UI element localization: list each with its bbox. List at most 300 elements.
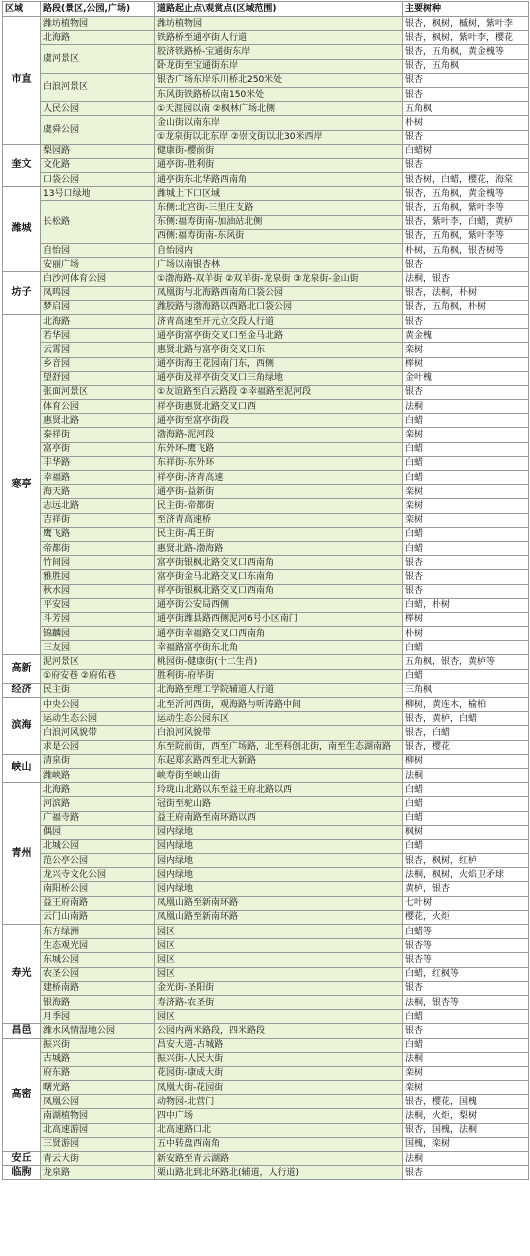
table-row: [3, 1152, 529, 1166]
table-row: [3, 286, 529, 300]
road-section-cell: 雅胜园: [41, 570, 155, 584]
region-cell: 市直: [3, 17, 41, 145]
table-row: [3, 584, 529, 598]
road-section-cell: 斗芳园: [41, 612, 155, 626]
road-section-cell: 东方绿洲: [41, 925, 155, 939]
road-section-cell: 白沙河体育公园: [41, 272, 155, 286]
viewing-range-cell: 东起郑玄路西至北大新路: [155, 754, 403, 768]
viewing-range-cell: 民主街-帝都街: [155, 499, 403, 513]
tree-species-cell: 白蜡: [403, 541, 529, 555]
tree-species-cell: 法桐: [403, 768, 529, 782]
table-row: [3, 726, 529, 740]
viewing-range-cell: 五中转盘西南角: [155, 1137, 403, 1151]
road-section-cell: 望舒园: [41, 371, 155, 385]
table-row: [3, 414, 529, 428]
tree-species-cell: 白蜡等: [403, 925, 529, 939]
road-section-cell: 梨园路: [41, 144, 155, 158]
table-row: [3, 272, 529, 286]
table-row: [3, 797, 529, 811]
header-tree-species: 主要树种: [403, 2, 529, 17]
region-cell: 潍城: [3, 187, 41, 272]
region-cell: 高新: [3, 655, 41, 683]
road-section-cell: 建桥南路: [41, 981, 155, 995]
table-row: [3, 471, 529, 485]
viewing-range-cell: 通亭街潍县路西侧泥河6号小区南门: [155, 612, 403, 626]
road-section-cell: 东城公园: [41, 953, 155, 967]
tree-species-cell: 白蜡: [403, 669, 529, 683]
tree-species-cell: 柳树: [403, 754, 529, 768]
table-body: [3, 17, 529, 1180]
table-row: [3, 371, 529, 385]
road-section-cell: 潍峡路: [41, 768, 155, 782]
road-section-cell: 南阳桥公园: [41, 882, 155, 896]
table-row: [3, 556, 529, 570]
viewing-range-cell: 凤凰大街-花园街: [155, 1081, 403, 1095]
viewing-range-cell: 桃园街-健康街(十二生肖): [155, 655, 403, 669]
tree-species-cell: 银杏: [403, 314, 529, 328]
road-section-cell: 府东路: [41, 1066, 155, 1080]
viewing-range-cell: 惠贤北路-渤海路: [155, 541, 403, 555]
tree-species-cell: 银杏: [403, 584, 529, 598]
tree-species-cell: 白蜡: [403, 1038, 529, 1052]
table-row: [3, 1081, 529, 1095]
tree-species-cell: 朴树，五角枫，银杏树等: [403, 244, 529, 258]
road-section-cell: 范公亭公园: [41, 854, 155, 868]
viewing-range-cell: 幸福路富亭街东北角: [155, 641, 403, 655]
region-cell: 寒亭: [3, 314, 41, 655]
table-row: [3, 570, 529, 584]
table-row: [3, 1109, 529, 1123]
viewing-range-cell: 胶济铁路桥-宝通街东岸: [155, 45, 403, 59]
road-section-cell: 月季园: [41, 1010, 155, 1024]
table-row: [3, 1024, 529, 1038]
viewing-range-cell: 园内绿地: [155, 882, 403, 896]
tree-species-cell: 五角枫: [403, 102, 529, 116]
table-row: [3, 627, 529, 641]
road-section-cell: 幸福路: [41, 471, 155, 485]
tree-species-cell: 白蜡: [403, 471, 529, 485]
road-section-cell: 龙兴寺文化公园: [41, 868, 155, 882]
viewing-range-cell: 新安路至青云湖路: [155, 1152, 403, 1166]
road-section-cell: 体育公园: [41, 400, 155, 414]
viewing-range-cell: 东风街铁路桥以南150米处: [155, 87, 403, 101]
tree-species-cell: 银杏，国槐，法桐: [403, 1123, 529, 1137]
viewing-range-cell: 园内绿地: [155, 854, 403, 868]
viewing-range-cell: 通亭街公安局西侧: [155, 598, 403, 612]
viewing-range-cell: 东侧:福寿街南-加油站北侧: [155, 215, 403, 229]
viewing-range-cell: 园内绿地: [155, 839, 403, 853]
tree-species-cell: 白蜡: [403, 797, 529, 811]
road-section-cell: 南湖植物园: [41, 1109, 155, 1123]
tree-species-cell: 法桐: [403, 1152, 529, 1166]
road-section-cell: 北海路: [41, 314, 155, 328]
viewing-range-cell: 潍胶路与渤海路以西路北口袋公园: [155, 300, 403, 314]
tree-species-cell: 白蜡: [403, 1010, 529, 1024]
viewing-range-cell: 通亭街-胜利街: [155, 158, 403, 172]
header-region: 区域: [3, 2, 41, 17]
tree-species-cell: 法桐，银杏等: [403, 995, 529, 1009]
road-section-cell: 民主街: [41, 683, 155, 697]
road-section-cell: 丰华路: [41, 456, 155, 470]
viewing-range-cell: 通亭街幸福路交叉口西南角: [155, 627, 403, 641]
tree-species-cell: 朴树: [403, 627, 529, 641]
viewing-range-cell: 凤凰街与北海路西南角口袋公园: [155, 286, 403, 300]
viewing-range-cell: 白浪河风貌带: [155, 726, 403, 740]
viewing-range-cell: 渤海路-泥河段: [155, 428, 403, 442]
viewing-range-cell: 凤凰山路至新南环路: [155, 910, 403, 924]
road-section-cell: 白浪河风貌带: [41, 726, 155, 740]
road-section-cell: 人民公园: [41, 102, 155, 116]
tree-species-cell: 银杏，法桐，朴树: [403, 286, 529, 300]
tree-species-cell: 朴树: [403, 116, 529, 130]
viewing-range-cell: 广场以南银杏林: [155, 258, 403, 272]
region-cell: 峡山: [3, 754, 41, 782]
road-section-cell: 益王府南路: [41, 896, 155, 910]
tree-species-cell: 栾树: [403, 1081, 529, 1095]
tree-species-cell: 银杏: [403, 1166, 529, 1180]
table-row: [3, 314, 529, 328]
table-row: [3, 442, 529, 456]
viewing-range-cell: 运动生态公园东区: [155, 712, 403, 726]
tree-species-cell: 白蜡: [403, 641, 529, 655]
table-row: [3, 485, 529, 499]
tree-species-cell: 银杏: [403, 981, 529, 995]
road-section-cell: 三友园: [41, 641, 155, 655]
viewing-range-cell: 富亭街金马北路交叉口东南角: [155, 570, 403, 584]
region-cell: 经济: [3, 683, 41, 697]
tree-viewing-table: [2, 1, 529, 1180]
table-row: [3, 910, 529, 924]
viewing-range-cell: 铁路桥至通亭街人行道: [155, 31, 403, 45]
table-row: [3, 513, 529, 527]
tree-species-cell: 白蜡: [403, 783, 529, 797]
tree-species-cell: 五角枫，银杏，黄栌等: [403, 655, 529, 669]
table-row: [3, 612, 529, 626]
tree-species-cell: 银杏: [403, 73, 529, 87]
table-row: [3, 385, 529, 399]
tree-species-cell: 白蜡树: [403, 144, 529, 158]
tree-species-cell: 银杏，樱花: [403, 740, 529, 754]
road-section-cell: 海天路: [41, 485, 155, 499]
table-row: [3, 541, 529, 555]
road-section-cell: 三贤游园: [41, 1137, 155, 1151]
table-row: [3, 698, 529, 712]
tree-species-cell: 银杏树，白蜡，樱花，海棠: [403, 173, 529, 187]
region-cell: 滨海: [3, 698, 41, 755]
table-row: [3, 641, 529, 655]
road-section-cell: 锦麟园: [41, 627, 155, 641]
viewing-range-cell: 银杏广场东岸乐川桥北250米处: [155, 73, 403, 87]
road-section-cell: 北海路: [41, 31, 155, 45]
viewing-range-cell: 寿济路-农圣街: [155, 995, 403, 1009]
viewing-range-cell: 北至沂河西街，观海路与听涛路中间: [155, 698, 403, 712]
region-cell: 临朐: [3, 1166, 41, 1180]
tree-species-cell: 白蜡: [403, 811, 529, 825]
viewing-range-cell: 西侧:福寿街南-东风街: [155, 229, 403, 243]
road-section-cell: 银海路: [41, 995, 155, 1009]
header-viewing-range: 道路起止点\观赏点(区域范围): [155, 2, 403, 17]
region-cell: 高密: [3, 1038, 41, 1152]
tree-species-cell: 樱花，火炬: [403, 910, 529, 924]
viewing-range-cell: 昌安大道-古城路: [155, 1038, 403, 1052]
table-row: [3, 811, 529, 825]
viewing-range-cell: 玲珑山北路以东至益王府北路以西: [155, 783, 403, 797]
region-cell: 坊子: [3, 272, 41, 315]
table-row: [3, 144, 529, 158]
table-row: [3, 882, 529, 896]
viewing-range-cell: 四中广场: [155, 1109, 403, 1123]
tree-species-cell: 银杏，白蜡: [403, 726, 529, 740]
tree-species-cell: 七叶树: [403, 896, 529, 910]
viewing-range-cell: 公园内两米路段，四米路段: [155, 1024, 403, 1038]
road-section-cell: 志远北路: [41, 499, 155, 513]
viewing-range-cell: 通亭街至富亭街段: [155, 414, 403, 428]
tree-species-cell: 枫树: [403, 825, 529, 839]
road-section-cell: 潍坊植物园: [41, 17, 155, 31]
table-row: [3, 868, 529, 882]
viewing-range-cell: 动物园-北营门: [155, 1095, 403, 1109]
table-row: [3, 527, 529, 541]
road-section-cell: 凤凰公园: [41, 1095, 155, 1109]
tree-species-cell: 金叶槐: [403, 371, 529, 385]
tree-species-cell: 国槐，栾树: [403, 1137, 529, 1151]
viewing-range-cell: 至济青高速桥: [155, 513, 403, 527]
road-section-cell: 口袋公园: [41, 173, 155, 187]
road-section-cell: 北海路: [41, 783, 155, 797]
road-section-cell: 求是公园: [41, 740, 155, 754]
tree-species-cell: 栾树: [403, 1066, 529, 1080]
tree-species-cell: 银杏，紫叶李，白蜡，黄栌: [403, 215, 529, 229]
table-row: [3, 995, 529, 1009]
viewing-range-cell: 园区: [155, 967, 403, 981]
table-row: [3, 768, 529, 782]
tree-species-cell: 银杏，黄栌，白蜡: [403, 712, 529, 726]
road-section-cell: 泰祥街: [41, 428, 155, 442]
table-row: [3, 1123, 529, 1137]
tree-species-cell: 榉树: [403, 357, 529, 371]
table-row: [3, 357, 529, 371]
viewing-range-cell: 祥亭街-济青高速: [155, 471, 403, 485]
table-row: [3, 499, 529, 513]
tree-species-cell: 银杏，五角枫: [403, 59, 529, 73]
table-row: [3, 896, 529, 910]
road-section-cell: 曙光路: [41, 1081, 155, 1095]
table-row: [3, 456, 529, 470]
table-row: [3, 1137, 529, 1151]
table-row: [3, 73, 529, 87]
road-section-cell: 安丽广场: [41, 258, 155, 272]
road-section-cell: 秋水园: [41, 584, 155, 598]
viewing-range-cell: 通亭街及祥亭街交叉口三角绿地: [155, 371, 403, 385]
road-section-cell: 振兴街: [41, 1038, 155, 1052]
region-cell: 昌邑: [3, 1024, 41, 1038]
tree-species-cell: 法桐，枫树，火焰卫矛球: [403, 868, 529, 882]
road-section-cell: 帝都街: [41, 541, 155, 555]
table-row: [3, 825, 529, 839]
viewing-range-cell: 园区: [155, 1010, 403, 1024]
tree-species-cell: 银杏，枫树，紫叶李，樱花: [403, 31, 529, 45]
table-row: [3, 400, 529, 414]
table-row: [3, 925, 529, 939]
table-row: [3, 329, 529, 343]
tree-species-cell: 法桐，银杏: [403, 272, 529, 286]
tree-species-cell: 银杏，枫树，红栌: [403, 854, 529, 868]
tree-species-cell: 白蜡: [403, 442, 529, 456]
region-cell: 青州: [3, 783, 41, 925]
viewing-range-cell: ①龙泉街以北东岸 ②崇文街以北30米西岸: [155, 130, 403, 144]
tree-species-cell: 银杏: [403, 158, 529, 172]
tree-species-cell: 三角枫: [403, 683, 529, 697]
viewing-range-cell: 北海路至理工学院辅道人行道: [155, 683, 403, 697]
tree-species-cell: 栾树: [403, 343, 529, 357]
table-row: [3, 300, 529, 314]
viewing-range-cell: 金山街以南东岸: [155, 116, 403, 130]
table-row: [3, 102, 529, 116]
viewing-range-cell: 自怡园内: [155, 244, 403, 258]
tree-species-cell: 法桐，火炬，梨树: [403, 1109, 529, 1123]
viewing-range-cell: 民主街-禹王街: [155, 527, 403, 541]
table-row: [3, 683, 529, 697]
tree-species-cell: 白蜡: [403, 414, 529, 428]
viewing-range-cell: 东祥街-东外环: [155, 456, 403, 470]
road-section-cell: 青云大街: [41, 1152, 155, 1166]
road-section-cell: 偶园: [41, 825, 155, 839]
viewing-range-cell: 潍城上下口区域: [155, 187, 403, 201]
viewing-range-cell: 通亭街海王花园南门东，西侧: [155, 357, 403, 371]
tree-species-cell: 白蜡: [403, 839, 529, 853]
table-row: [3, 1052, 529, 1066]
region-cell: 奎文: [3, 144, 41, 187]
viewing-range-cell: 东外环-鹰飞路: [155, 442, 403, 456]
viewing-range-cell: 惠贤北路与富亭街交叉口东: [155, 343, 403, 357]
tree-species-cell: 银杏: [403, 570, 529, 584]
viewing-range-cell: 潍坊植物园: [155, 17, 403, 31]
tree-species-cell: 银杏，五角枫，紫叶李等: [403, 229, 529, 243]
table-row: [3, 428, 529, 442]
table-header-row: [3, 2, 529, 17]
table-row: [3, 1095, 529, 1109]
table-row: [3, 158, 529, 172]
table-row: [3, 953, 529, 967]
road-section-cell: 广福寺路: [41, 811, 155, 825]
road-section-cell: 古城路: [41, 1052, 155, 1066]
tree-species-cell: 栾树: [403, 428, 529, 442]
table-row: [3, 712, 529, 726]
table-row: [3, 45, 529, 59]
road-section-cell: 北高速游园: [41, 1123, 155, 1137]
road-section-cell: 13号口绿地: [41, 187, 155, 201]
table-row: [3, 258, 529, 272]
road-section-cell: 竹间园: [41, 556, 155, 570]
viewing-range-cell: 通亭街东北华路西南角: [155, 173, 403, 187]
viewing-range-cell: 富亭街银枫北路交叉口西南角: [155, 556, 403, 570]
table-row: [3, 244, 529, 258]
table-row: [3, 17, 529, 31]
tree-species-cell: 银杏: [403, 87, 529, 101]
viewing-range-cell: 金光街-圣阳街: [155, 981, 403, 995]
tree-species-cell: 法桐: [403, 1052, 529, 1066]
tree-species-cell: 白蜡，红枫等: [403, 967, 529, 981]
road-section-cell: 农圣公园: [41, 967, 155, 981]
table-row: [3, 1166, 529, 1180]
road-section-cell: 云门山南路: [41, 910, 155, 924]
road-section-cell: 自怡园: [41, 244, 155, 258]
road-section-cell: 河滨路: [41, 797, 155, 811]
table-row: [3, 1066, 529, 1080]
tree-species-cell: 银杏，五角枫，黄金槐等: [403, 45, 529, 59]
table-row: [3, 783, 529, 797]
table-row: [3, 754, 529, 768]
tree-species-cell: 银杏，樱花，国槐: [403, 1095, 529, 1109]
tree-species-cell: 白蜡: [403, 456, 529, 470]
tree-species-cell: 银杏: [403, 1024, 529, 1038]
viewing-range-cell: 通亭街富亭街交叉口至金马北路: [155, 329, 403, 343]
road-section-cell: 文化路: [41, 158, 155, 172]
road-section-cell: 中央公园: [41, 698, 155, 712]
tree-species-cell: 栾树: [403, 485, 529, 499]
tree-species-cell: 栾树: [403, 513, 529, 527]
tree-species-cell: 白蜡，朴树: [403, 598, 529, 612]
tree-species-cell: 银杏，五角枫，黄金槐等: [403, 187, 529, 201]
road-section-cell: 龙泉路: [41, 1166, 155, 1180]
table-row: [3, 669, 529, 683]
viewing-range-cell: 祥亭街惠贤北路交叉口西: [155, 400, 403, 414]
viewing-range-cell: 园区: [155, 953, 403, 967]
road-section-cell: 富亭街: [41, 442, 155, 456]
viewing-range-cell: 振兴街-人民大街: [155, 1052, 403, 1066]
viewing-range-cell: 花园街-康成大街: [155, 1066, 403, 1080]
table-row: [3, 854, 529, 868]
road-section-cell: 平安园: [41, 598, 155, 612]
header-road-section: 路段(景区,公园,广场): [41, 2, 155, 17]
table-row: [3, 343, 529, 357]
table-row: [3, 116, 529, 130]
road-section-cell: 潍水风情湿地公园: [41, 1024, 155, 1038]
road-section-cell: 北城公园: [41, 839, 155, 853]
tree-species-cell: 银杏，五角枫，紫叶李等: [403, 201, 529, 215]
tree-species-cell: 栾树: [403, 499, 529, 513]
road-section-cell: 运动生态公园: [41, 712, 155, 726]
viewing-range-cell: 通亭街-益新街: [155, 485, 403, 499]
viewing-range-cell: ①天涯园以南 ②枫林广场北侧: [155, 102, 403, 116]
viewing-range-cell: ①友谊路至白云路段 ②幸福路至泥河段: [155, 385, 403, 399]
viewing-range-cell: 卧龙街至宝通街东岸: [155, 59, 403, 73]
table-row: [3, 655, 529, 669]
tree-species-cell: 银杏: [403, 556, 529, 570]
road-section-cell: 若华园: [41, 329, 155, 343]
road-section-cell: 乡音园: [41, 357, 155, 371]
viewing-range-cell: 凤凰山路至新南环路: [155, 896, 403, 910]
viewing-range-cell: 峡寿街至峡山街: [155, 768, 403, 782]
road-section-cell: 梦启园: [41, 300, 155, 314]
viewing-range-cell: 济青高速至开元立交段人行道: [155, 314, 403, 328]
table-row: [3, 1010, 529, 1024]
viewing-range-cell: ①渤海路-双羊街 ②双羊街-龙泉街 ③龙泉街-金山街: [155, 272, 403, 286]
region-cell: 寿光: [3, 925, 41, 1024]
road-section-cell: 云霄园: [41, 343, 155, 357]
table-row: [3, 740, 529, 754]
viewing-range-cell: 园区: [155, 925, 403, 939]
tree-species-cell: 银杏等: [403, 939, 529, 953]
viewing-range-cell: 冠街至驼山路: [155, 797, 403, 811]
road-section-cell: 张面河景区: [41, 385, 155, 399]
road-section-cell: ①府安巷 ②府佑巷: [41, 669, 155, 683]
road-section-cell: 白浪河景区: [41, 73, 155, 101]
road-section-cell: 凤鸣园: [41, 286, 155, 300]
tree-species-cell: 银杏: [403, 258, 529, 272]
viewing-range-cell: 益王府南路至南环路以西: [155, 811, 403, 825]
road-section-cell: 泥河景区: [41, 655, 155, 669]
